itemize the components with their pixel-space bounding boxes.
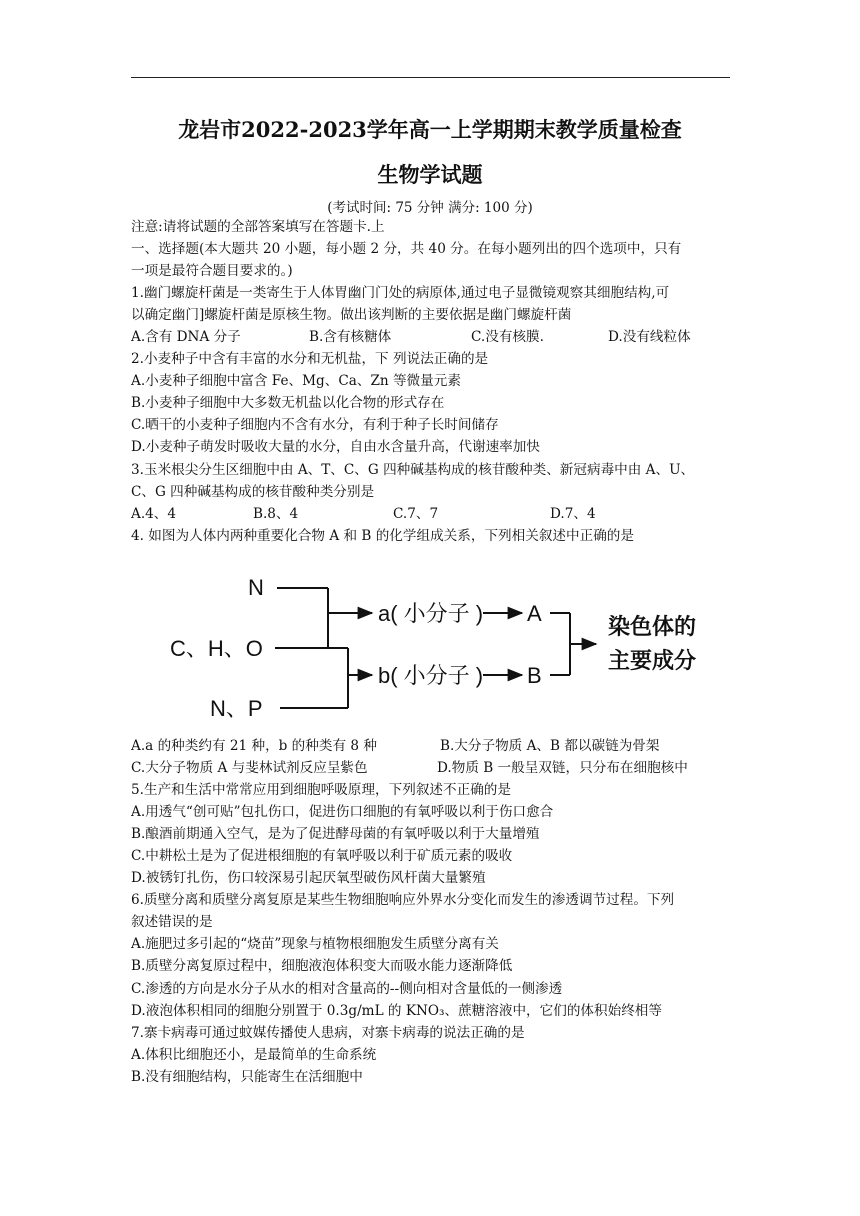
q2-option-c: C.晒干的小麦种子细胞内不含有水分，有利于种子长时间储存 bbox=[131, 417, 499, 434]
exam-info: (考试时间: 75 分钟 满分: 100 分) bbox=[327, 200, 533, 216]
element-np-label: N、P bbox=[210, 696, 263, 721]
q1-option-a: A.含有 DNA 分子 bbox=[131, 329, 241, 346]
q4-option-d: D.物质 B 一般呈双链，只分布在细胞核中 bbox=[437, 760, 688, 777]
questions-part-2 bbox=[131, 735, 731, 1088]
question-4-options-row-2 bbox=[131, 757, 731, 779]
q2-option-b: B.小麦种子细胞中大多数无机盐以化合物的形式存在 bbox=[131, 395, 445, 412]
question-1-options bbox=[131, 326, 731, 348]
question-6-stem: 叙述错误的是 bbox=[131, 914, 213, 931]
q7-option-a: A.体积比细胞还小，是最简单的生命系统 bbox=[131, 1046, 377, 1063]
q1-option-d: D.没有线粒体 bbox=[608, 329, 691, 346]
question-4-stem: 4. 如图为人体内两种重要化合物 A 和 B 的化学组成关系，下列相关叙述中正确的是 bbox=[131, 527, 634, 544]
question-3-stem: C、G 四种碱基构成的核苷酸种类分别是 bbox=[131, 483, 375, 500]
q1-option-c: C.没有核膜. bbox=[471, 329, 544, 346]
compound-relationship-diagram bbox=[160, 568, 740, 728]
header-rule bbox=[131, 77, 730, 78]
q6-option-a: A.施肥过多引起的“烧苗”现象与植物根细胞发生质壁分离有关 bbox=[131, 936, 499, 953]
q7-option-b: B.没有细胞结构，只能寄生在活细胞中 bbox=[131, 1068, 363, 1085]
q6-option-d: D.液泡体积相同的细胞分别置于 0.3g/mL 的 KNO₃、蔗糖溶液中，它们的体积始终相等 bbox=[131, 1002, 662, 1019]
macromolecule-a-label: A bbox=[527, 601, 542, 626]
element-n-label: N bbox=[248, 575, 264, 600]
question-2-stem: 2.小麦种子中含有丰富的水分和无机盐，下 列说法正确的是 bbox=[131, 351, 489, 368]
q4-option-c: C.大分子物质 A 与斐林试剂反应呈紫色 bbox=[131, 760, 368, 777]
q1-option-b: B.含有核糖体 bbox=[309, 329, 392, 346]
q4-option-b: B.大分子物质 A、B 都以碳链为骨架 bbox=[440, 738, 660, 754]
q3-option-b: B.8、4 bbox=[253, 505, 299, 522]
section-instruction-line: 一、选择题(本大题共 20 小题，每小题 2 分，共 40 分。在每小题列出的四个选项中，只有 bbox=[131, 241, 682, 258]
q3-option-c: C.7、7 bbox=[393, 505, 439, 522]
question-7-stem: 7.寨卡病毒可通过蚊媒传播使人患病，对寨卡病毒的说法正确的是 bbox=[131, 1024, 525, 1041]
q3-option-d: D.7、4 bbox=[550, 505, 596, 522]
macromolecule-b-label: B bbox=[527, 663, 542, 688]
question-3-stem: 3.玉米根尖分生区细胞中由 A、T、C、G 四种碱基构成的核苷酸种类、新冠病毒中由 A、U、 bbox=[131, 461, 695, 478]
q6-option-b: B.质壁分离复原过程中，细胞液泡体积变大而吸水能力逐渐降低 bbox=[131, 958, 513, 975]
small-molecule-a-label: a( 小分子 ) bbox=[378, 601, 484, 626]
question-4-options-row-1 bbox=[131, 735, 731, 757]
element-cho-label: C、H、O bbox=[170, 636, 263, 661]
chromosome-label-line-1: 染色体的 bbox=[608, 614, 697, 639]
exam-subtitle: 生物学试题 bbox=[377, 162, 483, 187]
questions-part-1 bbox=[131, 216, 731, 547]
question-3-options bbox=[131, 503, 731, 525]
q2-option-a: A.小麦种子细胞中富含 Fe、Mg、Ca、Zn 等微量元素 bbox=[131, 373, 461, 390]
exam-title: 龙岩市2022-2023学年高一上学期期末教学质量检查 bbox=[178, 117, 682, 142]
q6-option-c: C.渗透的方向是水分子从水的相对含量高的--侧向相对含量低的一侧渗透 bbox=[131, 980, 563, 997]
q3-option-a: A.4、4 bbox=[131, 505, 177, 522]
section-instruction-line: 一项是最符合题目要求的。) bbox=[131, 263, 293, 280]
notice-line: 注意:请将试题的全部答案填写在答题卡.上 bbox=[131, 219, 385, 235]
question-6-stem: 6.质壁分离和质壁分离复原是某些生物细胞响应外界水分变化而发生的渗透调节过程。下列 bbox=[131, 892, 675, 909]
q2-option-d: D.小麦种子萌发时吸收大量的水分，自由水含量升高，代谢速率加快 bbox=[131, 439, 540, 456]
question-1-stem: 以确定幽门]螺旋杆菌是原核生物。做出该判断的主要依据是幽门螺旋杆菌 bbox=[131, 307, 572, 324]
q4-option-a: A.a 的种类约有 21 种，b 的种类有 8 种 bbox=[131, 738, 377, 754]
q5-option-d: D.被锈钉扎伤，伤口较深易引起厌氧型破伤风杆菌大量繁殖 bbox=[131, 870, 486, 887]
question-1-stem: 1.幽门螺旋杆菌是一类寄生于人体胃幽门门处的病原体,通过电子显微镜观察其细胞结构,可 bbox=[131, 285, 670, 302]
small-molecule-b-label: b( 小分子 ) bbox=[378, 663, 484, 688]
q5-option-a: A.用透气“创可贴”包扎伤口，促进伤口细胞的有氧呼吸以利于伤口愈合 bbox=[131, 804, 554, 821]
q5-option-b: B.酿酒前期通入空气，是为了促进酵母菌的有氧呼吸以利于大量增殖 bbox=[131, 826, 540, 843]
question-5-stem: 5.生产和生活中常常应用到细胞呼吸原理，下列叙述不正确的是 bbox=[131, 782, 511, 799]
chromosome-label-line-2: 主要成分 bbox=[608, 648, 697, 673]
q5-option-c: C.中耕松土是为了促进根细胞的有氧呼吸以利于矿质元素的吸收 bbox=[131, 848, 513, 865]
